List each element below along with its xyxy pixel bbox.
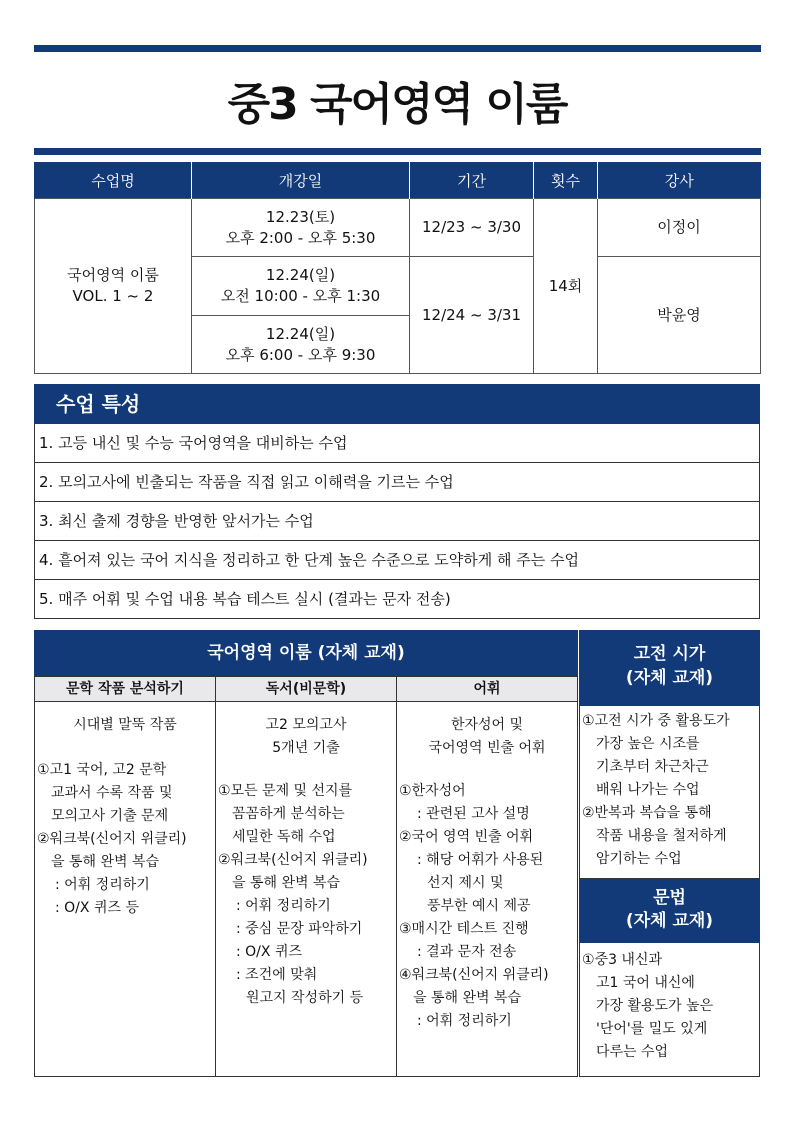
column-reading bbox=[215, 702, 397, 1077]
column-body bbox=[35, 759, 215, 920]
session-time: 오후 6:00 - 오후 9:30 bbox=[225, 345, 376, 364]
column-body bbox=[216, 780, 396, 1010]
header-count: 횟수 bbox=[534, 162, 598, 199]
header-period: 기간 bbox=[410, 162, 534, 199]
features-list bbox=[34, 424, 760, 619]
list-line: : 중심 문장 파악하기 bbox=[236, 921, 363, 937]
list-line: 을 통해 완벽 복습 bbox=[51, 854, 160, 870]
features-title: 수업 특성 bbox=[34, 384, 760, 424]
header-teacher: 강사 bbox=[598, 162, 761, 199]
column-heading bbox=[35, 714, 215, 737]
heading-line: 고2 모의고사 bbox=[265, 717, 347, 733]
count-cell: 14회 bbox=[534, 199, 598, 374]
list-line: ②국어 영역 빈출 어휘 bbox=[399, 829, 534, 845]
list-line: 꼼꼼하게 분석하는 bbox=[232, 806, 345, 822]
list-line: 암기하는 수업 bbox=[596, 851, 682, 867]
column-header-reading: 독서(비문학) bbox=[215, 676, 397, 702]
list-line: ①고전 시가 중 활용도가 bbox=[582, 713, 730, 729]
list-line: : 결과 문자 전송 bbox=[417, 944, 517, 960]
list-line: 고1 국어 내신에 bbox=[596, 975, 695, 991]
session-time: 오후 2:00 - 오후 5:30 bbox=[225, 228, 376, 247]
list-line: : 어휘 정리하기 bbox=[236, 898, 331, 914]
list-line: '단어'를 밀도 있게 bbox=[596, 1021, 708, 1037]
page-title: 중3 국어영역 이룸 bbox=[227, 79, 567, 130]
teacher-cell: 이정이 bbox=[598, 199, 761, 257]
list-line: : 어휘 정리하기 bbox=[417, 1013, 512, 1029]
list-line: 교과서 수록 작품 및 bbox=[51, 785, 173, 801]
heading-line: 시대별 말뚝 작품 bbox=[73, 717, 177, 733]
classic-poetry-title bbox=[579, 630, 760, 706]
list-line: ④워크북(신어지 위클리) bbox=[399, 967, 549, 983]
list-line: ②워크북(신어지 위클리) bbox=[218, 852, 368, 868]
list-line: 기초부터 차근차근 bbox=[596, 759, 709, 775]
header-start-date: 개강일 bbox=[192, 162, 410, 199]
period-cell: 12/23 ~ 3/30 bbox=[410, 199, 534, 257]
course-name: 국어영역 이룸 bbox=[67, 266, 159, 284]
list-line: : 조건에 맞춰 bbox=[236, 967, 318, 983]
column-body bbox=[397, 780, 577, 1033]
feature-item: 2. 모의고사에 빈출되는 작품을 직접 읽고 이해력을 기르는 수업 bbox=[34, 463, 760, 502]
column-heading bbox=[216, 714, 396, 760]
list-line: ③매시간 테스트 진행 bbox=[399, 921, 529, 937]
heading-line: 한자성어 및 bbox=[450, 717, 524, 733]
top-rule bbox=[34, 45, 761, 52]
heading-line: 국어영역 빈출 어휘 bbox=[428, 740, 546, 756]
session-cell bbox=[192, 199, 410, 257]
list-line: 작품 내용을 철저하게 bbox=[596, 828, 727, 844]
header-course-name: 수업명 bbox=[35, 162, 192, 199]
column-header-vocabulary: 어휘 bbox=[396, 676, 578, 702]
classic-poetry-body bbox=[579, 706, 760, 879]
list-line: ②워크북(신어지 위클리) bbox=[37, 831, 187, 847]
grammar-title-line: 문법 bbox=[653, 888, 686, 908]
classic-poetry-title-line: (자체 교재) bbox=[625, 668, 714, 688]
list-line: : 관련된 고사 설명 bbox=[417, 806, 530, 822]
classic-poetry-title-line: 고전 시가 bbox=[633, 644, 706, 664]
session-cell bbox=[192, 257, 410, 316]
list-line: ①중3 내신과 bbox=[582, 952, 663, 968]
feature-item: 3. 최신 출제 경향을 반영한 앞서가는 수업 bbox=[34, 502, 760, 541]
list-line: ①한자성어 bbox=[399, 783, 466, 799]
column-literature bbox=[34, 702, 216, 1077]
list-line: ②반복과 복습을 통해 bbox=[582, 805, 712, 821]
list-line: ①고1 국어, 고2 문학 bbox=[37, 762, 167, 778]
list-line: : 해당 어휘가 사용된 bbox=[417, 852, 544, 868]
list-line: 을 통해 완벽 복습 bbox=[232, 875, 341, 891]
grammar-title bbox=[579, 879, 760, 943]
list-line: : O/X 퀴즈 등 bbox=[55, 900, 139, 916]
period-cell: 12/24 ~ 3/31 bbox=[410, 257, 534, 374]
session-date: 12.24(일) bbox=[265, 266, 336, 284]
course-volume: VOL. 1 ~ 2 bbox=[72, 287, 154, 305]
list-line: : 어휘 정리하기 bbox=[55, 877, 150, 893]
session-date: 12.23(토) bbox=[265, 207, 336, 226]
heading-line: 5개년 기출 bbox=[272, 740, 340, 756]
session-time: 오전 10:00 - 오후 1:30 bbox=[220, 287, 381, 305]
list-line: 원고지 작성하기 등 bbox=[246, 990, 364, 1006]
list-line: 풍부한 예시 제공 bbox=[427, 898, 531, 914]
list-line: 가장 활용도가 높은 bbox=[596, 998, 714, 1014]
schedule-table bbox=[34, 162, 761, 374]
feature-item: 1. 고등 내신 및 수능 국어영역을 대비하는 수업 bbox=[34, 424, 760, 463]
column-header-literature: 문학 작품 분석하기 bbox=[34, 676, 216, 702]
column-heading bbox=[397, 714, 577, 760]
grammar-body bbox=[579, 943, 760, 1077]
feature-item: 5. 매주 어휘 및 수업 내용 복습 테스트 실시 (결과는 문자 전송) bbox=[34, 580, 760, 619]
list-line: 을 통해 완벽 복습 bbox=[413, 990, 522, 1006]
list-line: : O/X 퀴즈 bbox=[236, 944, 302, 960]
title-rule bbox=[34, 148, 761, 155]
feature-item: 4. 흩어져 있는 국어 지식을 정리하고 한 단계 높은 수준으로 도약하게 해 주는 수업 bbox=[34, 541, 760, 580]
list-line: 가장 높은 시조를 bbox=[596, 736, 700, 752]
main-book-title: 국어영역 이룸 (자체 교재) bbox=[34, 630, 578, 676]
session-cell bbox=[192, 316, 410, 374]
list-line: 모의고사 기출 문제 bbox=[51, 808, 169, 824]
list-line: 선지 제시 및 bbox=[427, 875, 504, 891]
session-date: 12.24(일) bbox=[265, 324, 336, 343]
teacher-cell: 박윤영 bbox=[598, 257, 761, 374]
column-vocabulary bbox=[396, 702, 578, 1077]
textbook-section bbox=[34, 630, 760, 1077]
list-line: 세밀한 독해 수업 bbox=[232, 829, 336, 845]
grammar-title-line: (자체 교재) bbox=[625, 911, 714, 931]
list-line: 다루는 수업 bbox=[596, 1044, 669, 1060]
course-name-cell bbox=[35, 199, 192, 374]
list-line: ①모든 문제 및 선지를 bbox=[218, 783, 353, 799]
list-line: 배워 나가는 수업 bbox=[596, 782, 700, 798]
